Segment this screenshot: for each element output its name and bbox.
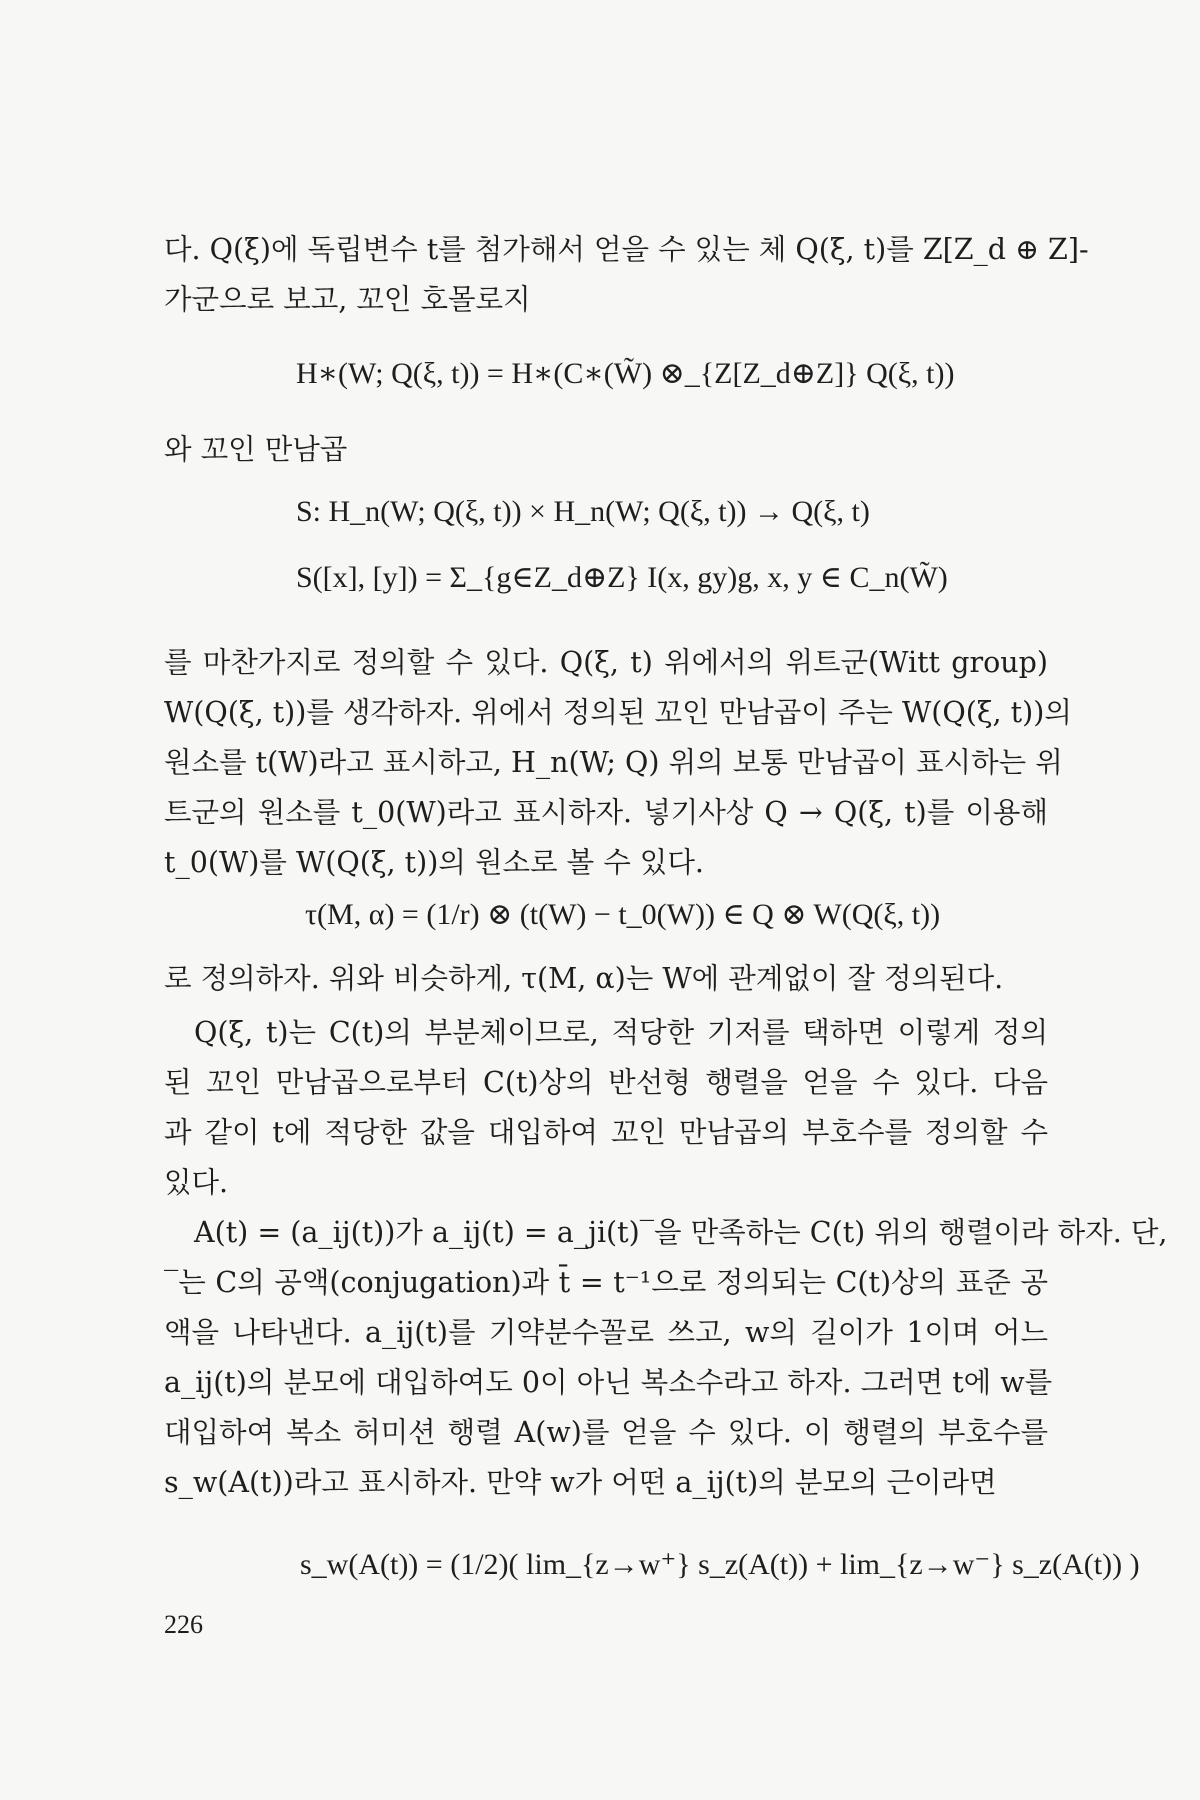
text-line: a_ij(t)의 분모에 대입하여도 0이 아닌 복소수라고 하자. 그러면 t에 w를	[164, 1366, 1053, 1399]
text-line: t_0(W)를 W(Q(ξ, t))의 원소로 볼 수 있다.	[164, 846, 704, 879]
text-line: W(Q(ξ, t))를 생각하자. 위에서 정의된 꼬인 만남곱이 주는 W(Q(ξ, t))의	[164, 696, 1072, 729]
text-line: 과 같이 t에 적당한 값을 대입하여 꼬인 만남곱의 부호수를 정의할 수	[164, 1116, 1048, 1149]
equation-signature-limit: s_w(A(t)) = (1/2)( lim_{z→w⁺} s_z(A(t)) + lim_{z→w⁻} s_z(A(t)) )	[300, 1548, 1140, 1581]
text-line: s_w(A(t))라고 표시하자. 만약 w가 어떤 a_ij(t)의 분모의 근이라면	[164, 1466, 997, 1499]
text-line: 된 꼬인 만남곱으로부터 C(t)상의 반선형 행렬을 얻을 수 있다. 다음	[164, 1066, 1048, 1099]
page-number: 226	[164, 1610, 203, 1639]
text-line: 를 마찬가지로 정의할 수 있다. Q(ξ, t) 위에서의 위트군(Witt group)	[164, 646, 1048, 679]
text-line: 로 정의하자. 위와 비슷하게, τ(M, α)는 W에 관계없이 잘 정의된다.	[164, 962, 1004, 995]
text-line: 가군으로 보고, 꼬인 호몰로지	[164, 283, 531, 316]
equation-intersection-form: S: H_n(W; Q(ξ, t)) × H_n(W; Q(ξ, t)) → Q(ξ, t)	[296, 495, 870, 528]
equation-tau: τ(M, α) = (1/r) ⊗ (t(W) − t_0(W)) ∈ Q ⊗ W(Q(ξ, t))	[305, 898, 941, 931]
equation-intersection-sum: S([x], [y]) = Σ_{g∈Z_d⊕Z} I(x, gy)g, x, y ∈ C_n(W̃)	[296, 561, 948, 594]
text-line: 액을 나타낸다. a_ij(t)를 기약분수꼴로 쓰고, w의 길이가 1이며 어느	[164, 1316, 1048, 1349]
text-line: 원소를 t(W)라고 표시하고, H_n(W; Q) 위의 보통 만남곱이 표시하는 위	[164, 746, 1063, 779]
text-line: 있다.	[164, 1166, 229, 1199]
text-line: 대입하여 복소 허미션 행렬 A(w)를 얻을 수 있다. 이 행렬의 부호수를	[164, 1416, 1048, 1449]
text-line: 와 꼬인 만남곱	[164, 433, 348, 466]
text-line: Q(ξ, t)는 C(t)의 부분체이므로, 적당한 기저를 택하면 이렇게 정의	[194, 1016, 1048, 1049]
text-line: 다. Q(ξ)에 독립변수 t를 첨가해서 얻을 수 있는 체 Q(ξ, t)를 Z[Z_d ⊕ Z]-	[164, 233, 1089, 266]
text-line: ‾는 C의 공액(conjugation)과 t̄ = t⁻¹으로 정의되는 C(t)상의 표준 공	[164, 1266, 1048, 1299]
text-line: A(t) = (a_ij(t))가 a_ij(t) = a_ji(t)‾을 만족하는 C(t) 위의 행렬이라 하자. 단,	[194, 1216, 1168, 1249]
text-line: 트군의 원소를 t_0(W)라고 표시하자. 넣기사상 Q → Q(ξ, t)를 이용해	[164, 796, 1048, 829]
equation-homology: H∗(W; Q(ξ, t)) = H∗(C∗(W̃) ⊗_{Z[Z_d⊕Z]} Q(ξ, t))	[296, 357, 955, 390]
